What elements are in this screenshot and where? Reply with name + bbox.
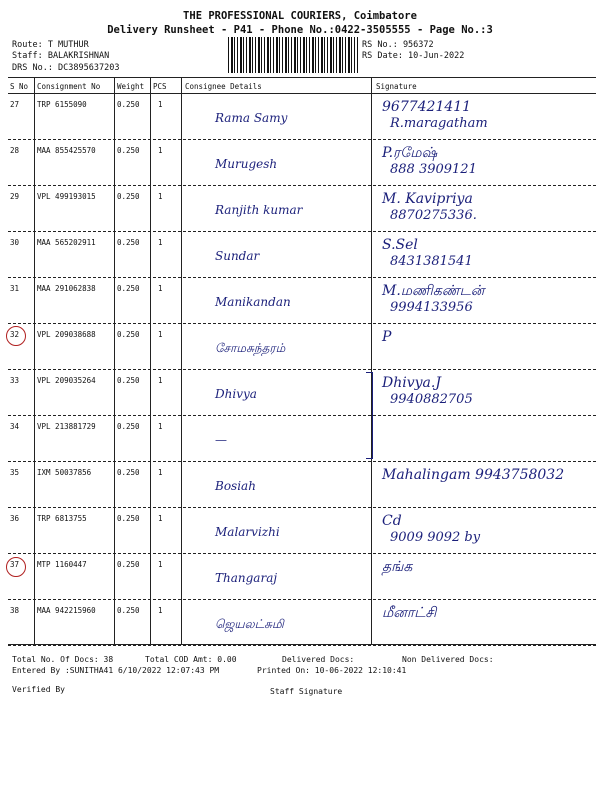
row-divider — [8, 323, 596, 324]
row-weight: 0.250 — [117, 192, 140, 201]
rs-number: RS No.: 956372 — [362, 40, 434, 50]
row-pcs: 1 — [158, 606, 163, 615]
row-signature-line: Dhivya.J — [382, 375, 441, 391]
row-signature-line: R.maragatham — [390, 116, 488, 131]
row-consignment-no: VPL 213881729 — [37, 422, 96, 431]
bracket-mark — [366, 372, 373, 459]
row-consignment-no: IXM 50037856 — [37, 468, 92, 477]
row-weight: 0.250 — [117, 284, 140, 293]
row-signature-line: தங்க — [382, 559, 413, 575]
row-signature-line: 9994133956 — [390, 300, 473, 315]
document-subtitle: Delivery Runsheet - P41 - Phone No.:0422-3505555 - Page No.:3 — [107, 24, 493, 36]
row-sno: 27 — [10, 100, 20, 109]
route-label: Route: T MUTHUR — [12, 40, 89, 50]
row-consignee-handwritten: சோமசுந்தரம் — [215, 341, 286, 355]
row-consignment-no: VPL 499193015 — [37, 192, 96, 201]
table-bottom-border — [8, 644, 596, 645]
row-consignee-handwritten: — — [215, 433, 227, 447]
row-sno: 37 — [10, 560, 20, 569]
row-sno: 31 — [10, 284, 20, 293]
col-header-sno: S No — [10, 82, 29, 91]
row-consignee-handwritten: Sundar — [215, 249, 260, 263]
row-signature-line: P.ரமேஷ் — [382, 145, 438, 161]
row-divider — [8, 507, 596, 508]
verified-by: Verified By — [12, 685, 65, 694]
row-consignment-no: MAA 291062838 — [37, 284, 96, 293]
col-header-pcs: PCS — [153, 82, 167, 91]
row-divider — [8, 185, 596, 186]
row-signature-line: 9940882705 — [390, 392, 473, 407]
delivered-docs: Delivered Docs: — [282, 655, 355, 664]
col-header-consignee: Consignee Details — [185, 82, 262, 91]
circle-mark — [6, 326, 26, 346]
total-cod: Total COD Amt: 0.00 — [145, 655, 237, 664]
row-sno: 30 — [10, 238, 20, 247]
row-consignee-handwritten: Ranjith kumar — [215, 203, 303, 217]
rs-date: RS Date: 10-Jun-2022 — [362, 51, 465, 61]
total-docs: Total No. Of Docs: 38 — [12, 655, 114, 664]
row-weight: 0.250 — [117, 422, 140, 431]
row-weight: 0.250 — [117, 146, 140, 155]
row-signature-line: 9677421411 — [382, 99, 472, 115]
row-sno: 34 — [10, 422, 20, 431]
col-divider — [181, 77, 182, 644]
barcode — [228, 37, 358, 73]
row-divider — [8, 277, 596, 278]
col-header-weight: Weight — [117, 82, 145, 91]
row-signature-line: 9009 9092 by — [390, 530, 481, 545]
col-divider — [114, 77, 115, 644]
row-weight: 0.250 — [117, 468, 140, 477]
col-header-signature: Signature — [376, 82, 417, 91]
col-divider — [34, 77, 35, 644]
drs-number: DRS No.: DC3895637203 — [12, 63, 120, 73]
table-top-border — [8, 77, 596, 78]
row-consignment-no: MAA 565202911 — [37, 238, 96, 247]
table-header-border — [8, 93, 596, 94]
non-delivered-docs: Non Delivered Docs: — [402, 655, 494, 664]
circle-mark — [6, 557, 26, 577]
row-consignee-handwritten: Thangaraj — [215, 571, 278, 585]
row-consignee-handwritten: Dhivya — [215, 387, 257, 401]
row-pcs: 1 — [158, 468, 163, 477]
row-consignee-handwritten: Bosiah — [215, 479, 256, 493]
row-weight: 0.250 — [117, 238, 140, 247]
row-pcs: 1 — [158, 514, 163, 523]
row-weight: 0.250 — [117, 514, 140, 523]
row-consignment-no: MAA 942215960 — [37, 606, 96, 615]
row-weight: 0.250 — [117, 606, 140, 615]
row-sno: 35 — [10, 468, 20, 477]
row-divider — [8, 369, 596, 370]
row-pcs: 1 — [158, 284, 163, 293]
row-divider — [8, 415, 596, 416]
row-divider — [8, 599, 596, 600]
row-consignee-handwritten: Murugesh — [215, 157, 278, 171]
row-consignment-no: TRP 6813755 — [37, 514, 87, 523]
row-divider — [8, 139, 596, 140]
row-divider — [8, 645, 596, 646]
row-pcs: 1 — [158, 238, 163, 247]
row-signature-line: Cd — [382, 513, 402, 529]
row-pcs: 1 — [158, 146, 163, 155]
row-pcs: 1 — [158, 192, 163, 201]
row-weight: 0.250 — [117, 330, 140, 339]
row-sno: 38 — [10, 606, 20, 615]
row-consignment-no: VPL 209035264 — [37, 376, 96, 385]
row-sno: 36 — [10, 514, 20, 523]
row-divider — [8, 553, 596, 554]
row-sno: 28 — [10, 146, 20, 155]
row-sno: 32 — [10, 330, 20, 339]
col-header-consignment: Consignment No — [37, 82, 101, 91]
staff-signature: Staff Signature — [270, 687, 343, 696]
row-signature-line: M. Kavipriya — [382, 191, 473, 207]
row-signature-line: S.Sel — [382, 237, 418, 253]
row-signature-line: Mahalingam 9943758032 — [382, 467, 565, 483]
row-consignment-no: TRP 6155090 — [37, 100, 87, 109]
col-divider — [371, 77, 372, 644]
row-consignment-no: MTP 1160447 — [37, 560, 87, 569]
row-signature-line: M.மணிகண்டன் — [382, 283, 485, 299]
row-consignee-handwritten: ஜெயலட்சுமி — [215, 617, 284, 631]
row-weight: 0.250 — [117, 560, 140, 569]
row-signature-line: 8870275336. — [390, 208, 477, 223]
row-signature-line: P — [382, 329, 392, 345]
row-pcs: 1 — [158, 376, 163, 385]
row-weight: 0.250 — [117, 100, 140, 109]
row-weight: 0.250 — [117, 376, 140, 385]
row-pcs: 1 — [158, 422, 163, 431]
staff-label: Staff: BALAKRISHNAN — [12, 51, 110, 61]
row-pcs: 1 — [158, 100, 163, 109]
row-consignee-handwritten: Malarvizhi — [215, 525, 280, 539]
row-consignment-no: MAA 855425570 — [37, 146, 96, 155]
row-signature-line: 888 3909121 — [390, 162, 477, 177]
row-consignment-no: VPL 209038688 — [37, 330, 96, 339]
row-divider — [8, 461, 596, 462]
col-divider — [150, 77, 151, 644]
row-sno: 33 — [10, 376, 20, 385]
row-signature-line: மீனாட்சி — [382, 605, 437, 621]
row-pcs: 1 — [158, 330, 163, 339]
document-title: THE PROFESSIONAL COURIERS, Coimbatore — [183, 10, 417, 22]
row-consignee-handwritten: Manikandan — [215, 295, 291, 309]
row-consignee-handwritten: Rama Samy — [215, 111, 288, 125]
printed-on: Printed On: 10-06-2022 12:10:41 — [257, 666, 407, 675]
row-signature-line: 8431381541 — [390, 254, 473, 269]
row-divider — [8, 231, 596, 232]
row-pcs: 1 — [158, 560, 163, 569]
row-sno: 29 — [10, 192, 20, 201]
entered-by: Entered By :SUNITHA41 6/10/2022 12:07:43 PM — [12, 666, 220, 675]
